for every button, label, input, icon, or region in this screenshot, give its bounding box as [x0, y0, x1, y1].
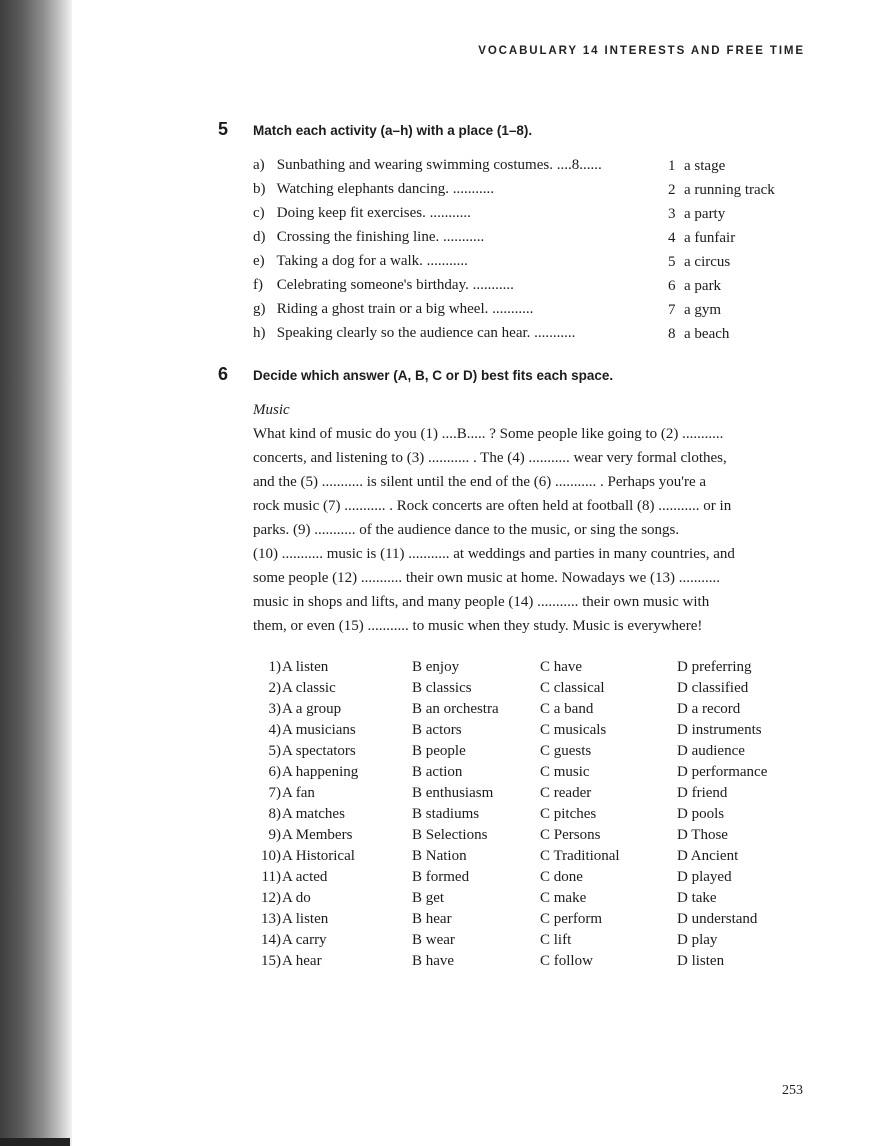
- exercise-5-number: 5: [218, 119, 229, 139]
- option-d: D understand: [677, 911, 758, 927]
- passage-line: some people (12) ........... their own music at home. Nowadays we (13) ...........: [253, 570, 720, 586]
- passage-line: parks. (9) ........... of the audience dance to the music, or sing the songs.: [253, 522, 680, 538]
- place-item: 1 a stage: [668, 158, 726, 174]
- option-number: 11): [261, 869, 281, 885]
- option-d: D listen: [677, 953, 725, 969]
- option-d: D Those: [677, 827, 728, 843]
- option-number: 9): [268, 827, 281, 843]
- page-header: VOCABULARY 14 INTERESTS AND FREE TIME: [478, 45, 805, 57]
- option-a: A classic: [282, 680, 336, 696]
- option-number: 4): [268, 722, 281, 738]
- option-number: 13): [261, 911, 281, 927]
- option-a: A spectators: [282, 743, 356, 759]
- option-b: B an orchestra: [412, 701, 499, 717]
- option-number: 5): [268, 743, 281, 759]
- option-d: D take: [677, 890, 717, 906]
- option-a: A Members: [282, 827, 353, 843]
- option-d: D audience: [677, 743, 745, 759]
- activity-item: a) Sunbathing and wearing swimming costumes. ....8......: [253, 157, 602, 173]
- option-c: C guests: [540, 743, 592, 759]
- activity-item: c) Doing keep fit exercises. ...........: [253, 205, 471, 221]
- activity-item: e) Taking a dog for a walk. ...........: [253, 253, 468, 269]
- option-d: D friend: [677, 785, 728, 801]
- option-c: C Persons: [540, 827, 601, 843]
- option-a: A listen: [282, 911, 329, 927]
- place-item: 7 a gym: [668, 302, 722, 318]
- option-d: D play: [677, 932, 718, 948]
- option-number: 10): [261, 848, 281, 864]
- place-item: 8 a beach: [668, 326, 730, 342]
- option-d: D Ancient: [677, 848, 739, 864]
- option-a: A happening: [282, 764, 359, 780]
- book-spine-shadow: [0, 0, 72, 1146]
- option-c: C classical: [540, 680, 605, 696]
- place-item: 5 a circus: [668, 254, 731, 270]
- option-number: 15): [261, 953, 281, 969]
- option-c: C make: [540, 890, 587, 906]
- option-b: B get: [412, 890, 445, 906]
- option-c: C done: [540, 869, 583, 885]
- option-d: D pools: [677, 806, 725, 822]
- option-number: 6): [268, 764, 281, 780]
- option-c: C reader: [540, 785, 592, 801]
- passage-line: What kind of music do you (1) ....B..... ? Some people like going to (2) ...........: [253, 426, 724, 442]
- option-a: A do: [282, 890, 311, 906]
- option-number: 1): [268, 659, 281, 675]
- option-c: C perform: [540, 911, 603, 927]
- option-b: B have: [412, 953, 455, 969]
- exercise-6-instruction: Decide which answer (A, B, C or D) best fits each space.: [253, 368, 614, 383]
- option-a: A Historical: [282, 848, 355, 864]
- option-a: A carry: [282, 932, 327, 948]
- activity-item: f) Celebrating someone's birthday. ...........: [253, 277, 514, 293]
- passage-line: (10) ........... music is (11) ........... at weddings and parties in many countries, and: [253, 546, 735, 562]
- exercise-6-number: 6: [218, 364, 229, 384]
- option-number: 3): [268, 701, 281, 717]
- option-number: 2): [268, 680, 281, 696]
- option-c: C lift: [540, 932, 572, 948]
- place-item: 2 a running track: [668, 182, 775, 198]
- option-c: C have: [540, 659, 583, 675]
- passage-line: concerts, and listening to (3) ........... . The (4) ........... wear very formal clothes,: [253, 450, 727, 466]
- activity-item: h) Speaking clearly so the audience can hear. ...........: [253, 325, 576, 341]
- option-b: B actors: [412, 722, 462, 738]
- option-b: B hear: [412, 911, 452, 927]
- passage-line: and the (5) ........... is silent until the end of the (6) ........... . Perhaps you're a: [253, 474, 707, 490]
- option-b: B people: [412, 743, 466, 759]
- option-d: D preferring: [677, 659, 752, 675]
- place-item: 4 a funfair: [668, 230, 736, 246]
- place-item: 3 a party: [668, 206, 726, 222]
- option-c: C follow: [540, 953, 593, 969]
- option-c: C music: [540, 764, 590, 780]
- option-c: C musicals: [540, 722, 607, 738]
- activity-item: b) Watching elephants dancing. ...........: [253, 181, 494, 197]
- option-b: B classics: [412, 680, 472, 696]
- option-c: C pitches: [540, 806, 597, 822]
- option-d: D instruments: [677, 722, 762, 738]
- activity-item: d) Crossing the finishing line. ...........: [253, 229, 485, 245]
- option-b: B stadiums: [412, 806, 480, 822]
- option-a: A musicians: [282, 722, 356, 738]
- option-number: 12): [261, 890, 281, 906]
- option-a: A matches: [282, 806, 345, 822]
- spine-edge: [0, 1138, 70, 1146]
- option-c: C a band: [540, 701, 594, 717]
- passage-line: them, or even (15) ........... to music when they study. Music is everywhere!: [253, 618, 703, 634]
- activity-item: g) Riding a ghost train or a big wheel. ...........: [253, 301, 534, 317]
- option-c: C Traditional: [540, 848, 620, 864]
- option-d: D played: [677, 869, 732, 885]
- option-b: B Selections: [412, 827, 488, 843]
- option-b: B action: [412, 764, 463, 780]
- option-b: B enjoy: [412, 659, 460, 675]
- exercise-5-instruction: Match each activity (a–h) with a place (1–8).: [253, 123, 533, 138]
- option-number: 8): [268, 806, 281, 822]
- place-item: 6 a park: [668, 278, 722, 294]
- option-a: A acted: [282, 869, 328, 885]
- page-number: 253: [782, 1083, 803, 1098]
- option-d: D classified: [677, 680, 749, 696]
- option-b: B formed: [412, 869, 470, 885]
- option-b: B wear: [412, 932, 455, 948]
- passage-title: Music: [253, 402, 290, 418]
- option-a: A a group: [282, 701, 342, 717]
- option-d: D a record: [677, 701, 741, 717]
- passage-line: music in shops and lifts, and many people (14) ........... their own music with: [253, 594, 710, 610]
- passage-line: rock music (7) ........... . Rock concerts are often held at football (8) ........... or in: [253, 498, 732, 514]
- option-number: 7): [268, 785, 281, 801]
- option-a: A hear: [282, 953, 322, 969]
- option-d: D performance: [677, 764, 768, 780]
- option-b: B Nation: [412, 848, 467, 864]
- option-a: A fan: [282, 785, 315, 801]
- option-a: A listen: [282, 659, 329, 675]
- option-number: 14): [261, 932, 281, 948]
- option-b: B enthusiasm: [412, 785, 494, 801]
